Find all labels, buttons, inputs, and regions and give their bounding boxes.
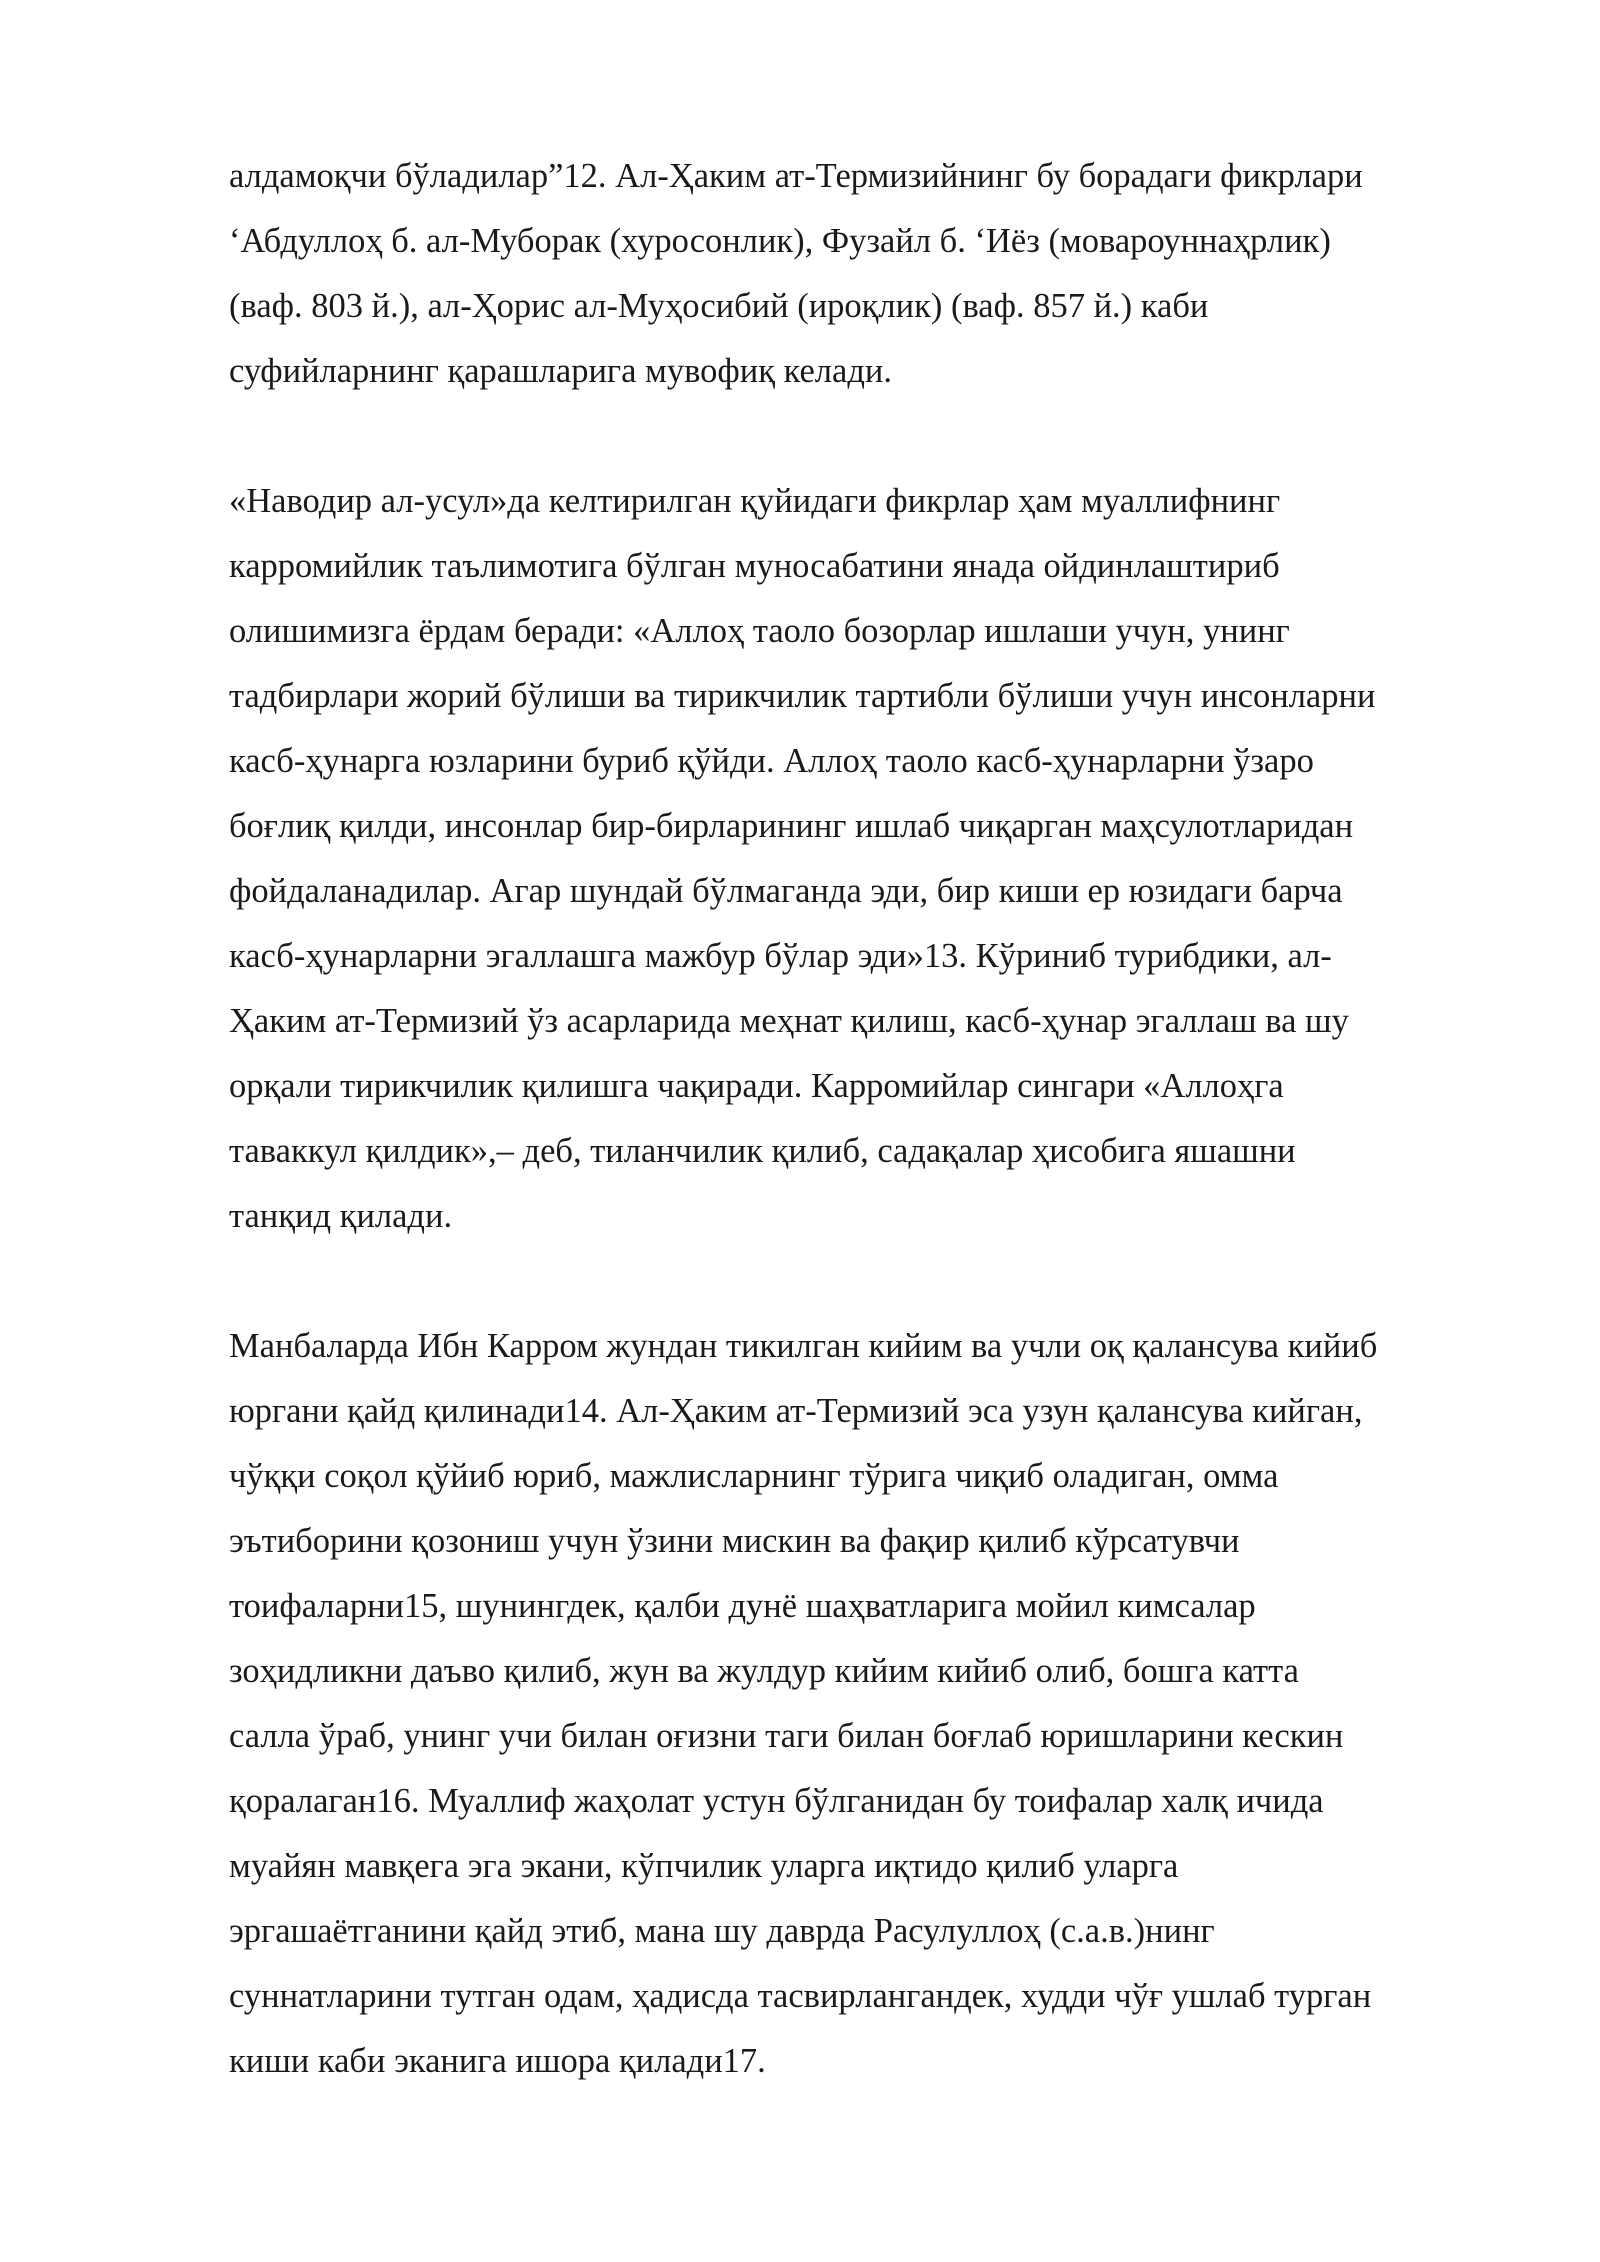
text-line: чўққи соқол қўйиб юриб, мажлисларнинг тўрига чиқиб оладиган, омма bbox=[229, 1457, 1279, 1495]
text-line: танқид қилади. bbox=[229, 1197, 453, 1235]
text-line: юргани қайд қилинади14. Ал-Ҳаким ат-Термизий эса узун қалансува кийган, bbox=[229, 1392, 1363, 1430]
text-line: муайян мавқега эга экани, кўпчилик уларга иқтидо қилиб уларга bbox=[229, 1847, 1179, 1885]
text-line: тадбирлари жорий бўлиши ва тирикчилик тартибли бўлиши учун инсонларни bbox=[229, 677, 1376, 715]
text-line: олишимизга ёрдам беради: «Аллоҳ таоло бозорлар ишлаши учун, унинг bbox=[229, 612, 1290, 650]
paragraph-3 bbox=[229, 1314, 1519, 2094]
text-line: «Наводир ал-усул»да келтирилган қуйидаги фикрлар ҳам муаллифнинг bbox=[229, 482, 1281, 520]
text-line: (ваф. 803 й.), ал-Ҳорис ал-Муҳосибий (ироқлик) (ваф. 857 й.) каби bbox=[229, 287, 1209, 325]
text-line: касб-ҳунарга юзларини буриб қўйди. Аллоҳ таоло касб-ҳунарларни ўзаро bbox=[229, 742, 1314, 780]
paragraph-1 bbox=[229, 144, 1519, 404]
text-line: эргашаётганини қайд этиб, мана шу даврда Расулуллоҳ (с.а.в.)нинг bbox=[229, 1912, 1215, 1950]
text-line: эътиборини қозониш учун ўзини мискин ва фақир қилиб кўрсатувчи bbox=[229, 1522, 1240, 1560]
text-line: алдамоқчи бўладилар”12. Ал-Ҳаким ат-Термизийнинг бу борадаги фикрлари bbox=[229, 157, 1363, 195]
text-line: ‘Абдуллоҳ б. ал-Муборак (хуросонлик), Фузайл б. ‘Иёз (мовароуннаҳрлик) bbox=[229, 222, 1331, 260]
text-line: боғлиқ қилди, инсонлар бир-бирларининг ишлаб чиқарган маҳсулотларидан bbox=[229, 807, 1354, 845]
paragraph-2 bbox=[229, 469, 1519, 1249]
text-line: зоҳидликни даъво қилиб, жун ва жулдур кийим кийиб олиб, бошга катта bbox=[229, 1652, 1299, 1690]
text-line: қоралаган16. Муаллиф жаҳолат устун бўлганидан бу тоифалар халқ ичида bbox=[229, 1782, 1324, 1820]
text-line: салла ўраб, унинг учи билан оғизни таги билан боғлаб юришларини кескин bbox=[229, 1717, 1344, 1755]
text-line: суннатларини тутган одам, ҳадисда тасвирлангандек, худди чўғ ушлаб турган bbox=[229, 1977, 1372, 2015]
text-line: киши каби эканига ишора қилади17. bbox=[229, 2042, 766, 2080]
text-line: тоифаларни15, шунингдек, қалби дунё шаҳватларига мойил кимсалар bbox=[229, 1587, 1256, 1625]
text-line: Манбаларда Ибн Карром жундан тикилган кийим ва учли оқ қалансува кийиб bbox=[229, 1327, 1378, 1365]
text-line: фойдаланадилар. Агар шундай бўлмаганда эди, бир киши ер юзидаги барча bbox=[229, 872, 1343, 910]
text-line: суфийларнинг қарашларига мувофиқ келади. bbox=[229, 352, 892, 390]
text-line: Ҳаким ат-Термизий ўз асарларида меҳнат қилиш, касб-ҳунар эгаллаш ва шу bbox=[229, 1002, 1349, 1040]
text-line: орқали тирикчилик қилишга чақиради. Карромийлар сингари «Аллоҳга bbox=[229, 1067, 1284, 1105]
text-line: касб-ҳунарларни эгаллашга мажбур бўлар эди»13. Кўриниб турибдики, ал- bbox=[229, 937, 1332, 975]
text-line: таваккул қилдик»,– деб, тиланчилик қилиб, садақалар ҳисобига яшашни bbox=[229, 1132, 1296, 1170]
text-line: карромийлик таълимотига бўлган муносабатини янада ойдинлаштириб bbox=[229, 547, 1280, 585]
